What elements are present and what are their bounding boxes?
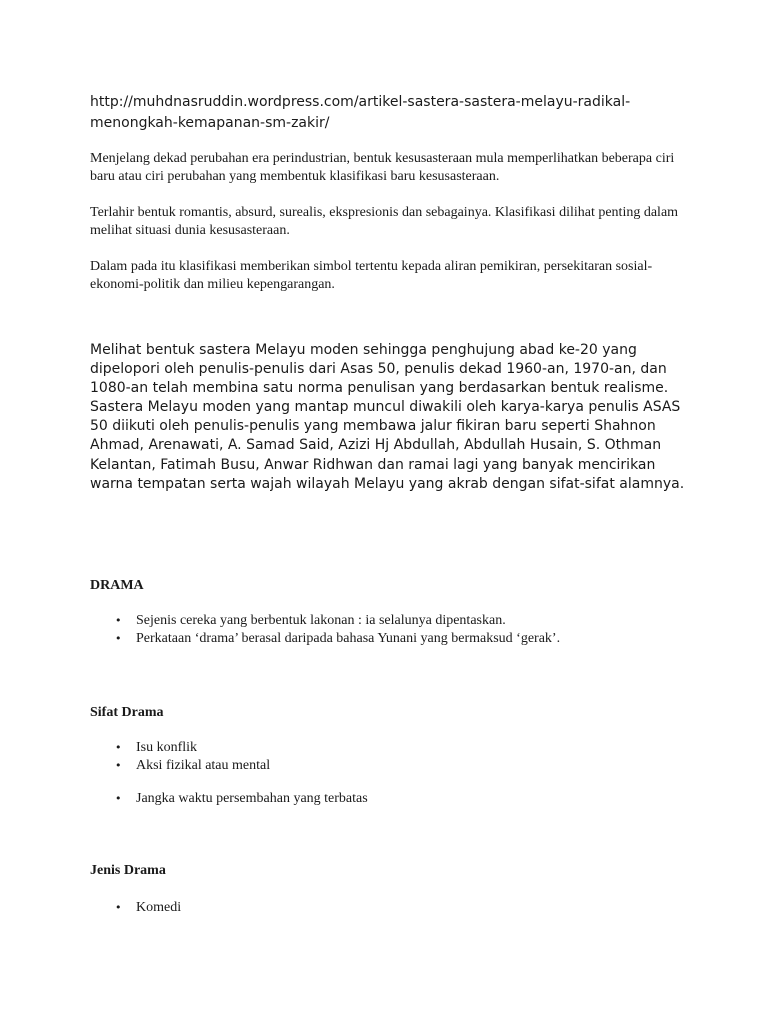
sifat-drama-list-continued [90, 790, 690, 808]
list-item [90, 739, 690, 757]
paragraph-1: Menjelang dekad perubahan era perindustrian, bentuk kesusasteraan mula memperlihatkan beberapa ciri baru atau ciri perubahan yang membentuk klasifikasi baru kesusasteraan. [90, 151, 675, 184]
list-item-text: Perkataan ‘drama’ berasal daripada bahasa Yunani yang bermaksud ‘gerak’. [136, 631, 561, 646]
bullet-icon: • [115, 901, 122, 914]
heading-drama: DRAMA [90, 578, 144, 593]
bullet-icon: • [115, 792, 122, 805]
bullet-icon: • [115, 759, 122, 772]
list-item [90, 757, 690, 775]
bullet-icon: • [115, 614, 122, 627]
list-item [90, 899, 690, 917]
drama-list [90, 612, 690, 648]
list-item [90, 612, 690, 630]
sifat-drama-list [90, 739, 690, 775]
list-item-text: Komedi [136, 900, 182, 915]
heading-jenis-drama: Jenis Drama [90, 863, 166, 878]
list-item-text: Sejenis cereka yang berbentuk lakonan : ia selalunya dipentaskan. [136, 613, 506, 628]
list-item-text: Isu konflik [136, 740, 198, 755]
list-item [90, 790, 690, 808]
bullet-icon: • [115, 741, 122, 754]
list-item-text: Aksi fizikal atau mental [136, 758, 271, 773]
heading-sifat-drama: Sifat Drama [90, 705, 164, 720]
source-url: http://muhdnasruddin.wordpress.com/artikel-sastera-sastera-melayu-radikal-menongkah-kemapanan-sm-zakir/ [90, 94, 631, 131]
paragraph-3: Dalam pada itu klasifikasi memberikan simbol tertentu kepada aliran pemikiran, persekitaran sosial-ekonomi-politik dan milieu kepengarangan. [90, 259, 653, 292]
list-item-text: Jangka waktu persembahan yang terbatas [136, 791, 368, 806]
list-item [90, 630, 690, 648]
jenis-drama-list [90, 899, 690, 917]
bullet-icon: • [115, 632, 122, 645]
paragraph-4: Melihat bentuk sastera Melayu moden sehingga penghujung abad ke-20 yang dipelopori oleh penulis-penulis dari Asas 50, penulis dekad 1960-an, 1970-an, dan 1080-an telah membina satu norma penulisan yang berdasarkan bentuk realisme. Sastera Melayu moden yang mantap muncul diwakili oleh karya-karya penulis ASAS 50 diikuti oleh penulis-penulis yang membawa jalur fikiran baru seperti Shahnon Ahmad, Arenawati, A. Samad Said, Azizi Hj Abdullah, Abdullah Husain, S. Othman Kelantan, Fatimah Busu, Anwar Ridhwan dan ramai lagi yang banyak mencirikan warna tempatan serta wajah wilayah Melayu yang akrab dengan sifat-sifat alamnya. [90, 342, 685, 492]
paragraph-2: Terlahir bentuk romantis, absurd, surealis, ekspresionis dan sebagainya. Klasifikasi dilihat penting dalam melihat situasi dunia kesusasteraan. [90, 205, 679, 238]
